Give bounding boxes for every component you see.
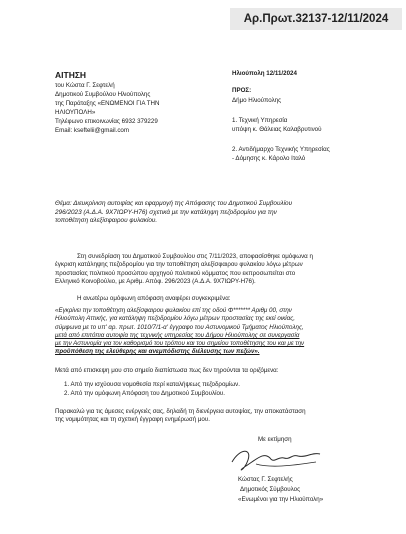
- recipients-heading: ΠΡΟΣ:: [232, 87, 252, 94]
- list-item: 1. Από την ισχύουσα νομοθεσία περί καταλήψεως πεζοδρομίων.: [64, 381, 240, 388]
- recipient-item-2-note: - Δόμησης κ. Κάρολο Ιταλό: [232, 155, 306, 162]
- para1-line-4: Ελληνικό Κοινοβούλιο, με Αριθμ. Απόφ. 296/2023 (Α.Δ.Α. 9Χ7ΙΩΡΥ-Η76).: [55, 277, 256, 285]
- sender-heading: ΑΙΤΗΣΗ: [55, 70, 87, 80]
- sender-email: Email: kseftelii@gmail.com: [55, 127, 130, 134]
- para1-line-1: Στη συνεδρίαση του Δημοτικού Συμβουλίου στις 7/11/2023, αποφασίσθηκε ομόφωνα η: [77, 253, 313, 260]
- signature-closing: Με εκτίμηση: [258, 436, 292, 443]
- subject-line-3: τοποθέτηση αλεξίσφαιρου φυλακίου.: [55, 217, 158, 225]
- para1-line-3: προστασίας πολιτικού προσώπου αρχηγού πολιτικού κόμματος που εκπροσωπείται στο: [55, 269, 296, 277]
- date-line: Ηλιούπολη 12/11/2024: [232, 70, 297, 77]
- para1-line-2: έγκριση κατάληψης πεζοδρομίου για την τοποθέτηση αλεξίσφαιρου φυλακίου λόγω μέτρων: [55, 261, 303, 269]
- subject: [55, 200, 292, 226]
- quote-underlined-line-1: μετά από επιτόπια αυτοψία της τεχνικής υπηρεσίας του Δήμου Ηλιούπολης σε συνεργασία: [55, 331, 300, 339]
- subject-line-2: 296/2023 (Α.Δ.Α. 9Χ7ΙΩΡΥ-Η76) σχετικά με την κατάληψη πεζοδρομίου για την: [55, 208, 277, 216]
- sender-line-1: του Κώστα Γ. Σεφτελή: [55, 82, 115, 89]
- body-paragraph-2: Η ανωτέρω ομόφωνη απόφαση αναφέρει συγκεκριμένα:: [77, 295, 231, 302]
- sender-line-4: ΗΛΙΟΥΠΟΛΗ»: [55, 109, 96, 116]
- findings-list: [64, 381, 240, 399]
- protocol-stamp: Αρ.Πρωτ.32137-12/11/2024: [230, 8, 402, 30]
- para4-line-1: Παρακαλώ για τις άμεσες ενέργειές σας, δηλαδή τη διενέργεια αυτοψίας, την αποκατάσταση: [55, 408, 306, 415]
- signature-name: Κώστας Γ. Σεφτελής: [238, 476, 293, 483]
- para4-line-2: της νομιμότητας και τη σχετική έγγραφη ενημέρωσή μου.: [55, 416, 210, 424]
- list-item: 2. Από την ομόφωνη Απόφαση του Δημοτικού Συμβουλίου.: [64, 390, 226, 398]
- signature-party: «Ενωμένοι για την Ηλιούπολη»: [238, 496, 324, 503]
- sender-phone: Τηλέφωνο επικοινωνίας 6932 379229: [55, 118, 158, 125]
- recipient-main: Δήμο Ηλιούπολης: [232, 97, 282, 104]
- quote-underlined-line-3: προϋπόθεση της ελεύθερης και ανεμπόδιστης διέλευσης των πεζών».: [55, 348, 260, 356]
- body-paragraph-1: [55, 253, 395, 286]
- sender-line-3: της Παράταξης «ΕΝΩΜΕΝΟΙ ΓΙΑ ΤΗΝ: [55, 100, 160, 107]
- recipient-item-1-note: υπόψη κ. Θάλειας Καλαβρυτινού: [232, 126, 322, 133]
- quote-line-2: Ηλιούπολη Αττικής, για κατάληψη πεζοδρομίου λόγω μέτρων προστασίας της εκεί οικίας,: [55, 315, 295, 323]
- recipient-item-1: 1. Τεχνική Υπηρεσία: [232, 117, 288, 124]
- handwritten-signature: [226, 442, 326, 476]
- body-paragraph-4: [55, 408, 306, 425]
- recipient-item-2: 2. Αντιδήμαρχο Τεχνικής Υπηρεσίας: [232, 146, 330, 153]
- sender-line-2: Δημοτικού Συμβούλου Ηλιούπολης: [55, 91, 151, 98]
- signature-role: Δημοτικός Σύμβουλος: [240, 486, 301, 493]
- quote-line-3: σύμφωνα με το υπ' αρ. πρωτ. 1010/7/1-α' έγγραφο του Αστυνομικού Τμήματος Ηλιούπολης,: [55, 323, 304, 331]
- quote-underlined-line-2: με την Αστυνομία για τον καθορισμό του τρόπου και του σημείου τοποθέτησης του και με την: [55, 340, 305, 348]
- decision-quote: [55, 307, 304, 357]
- quote-line-1: «Εγκρίνει την τοποθέτηση αλεξίσφαιρου φυλακίου επί της οδού Φ******* Αριθμ 00, στην: [55, 307, 292, 314]
- body-paragraph-3: Μετά από επισκεψη μου στο σημείο διαπίστωσα πως δεν τηρούνται τα οριζόμενα:: [55, 367, 279, 374]
- subject-line-1: Θέμα: Διευκρίνιση αυτοψίας και εφαρμογή της Απόφασης του Δημοτικού Συμβουλίου: [55, 200, 293, 207]
